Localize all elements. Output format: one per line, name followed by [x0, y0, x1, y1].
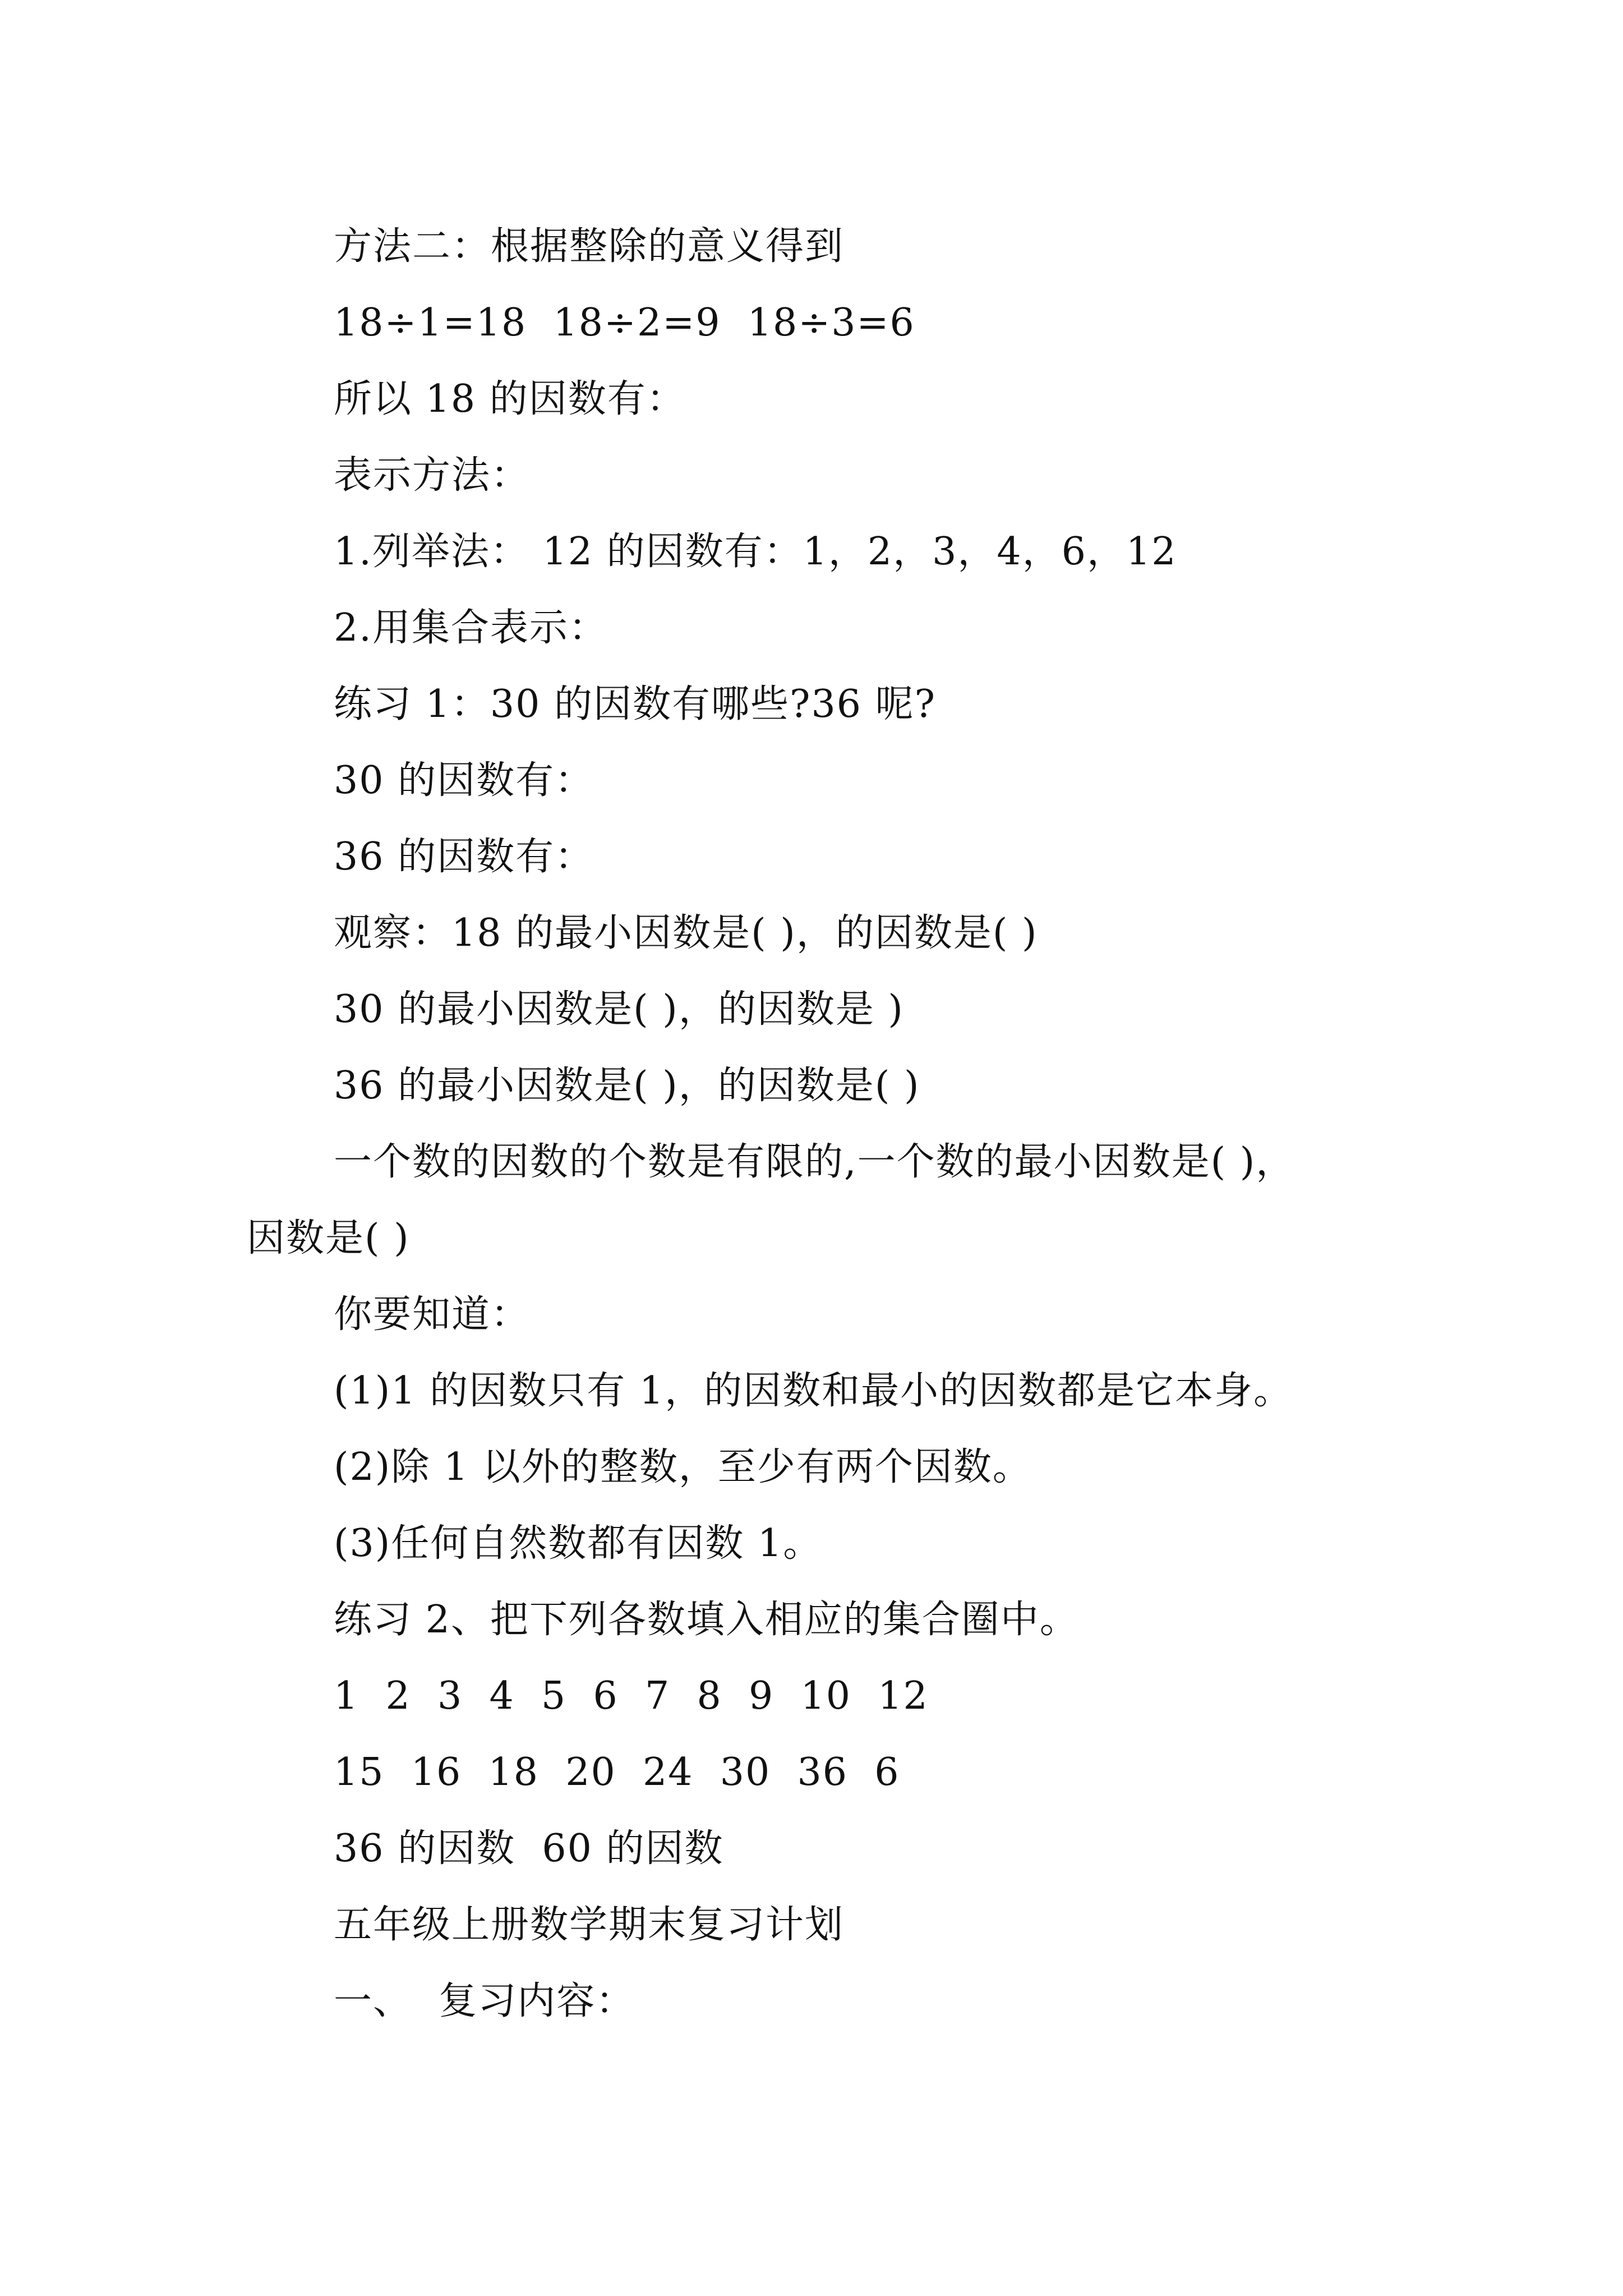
document-body: [247, 209, 1402, 2040]
text-line: (3)任何自然数都有因数 1。: [334, 1521, 823, 1566]
text-line: (1)1 的因数只有 1，的因数和最小的因数都是它本身。: [334, 1369, 1293, 1413]
text-line: 30 的最小因数是( )，的因数是 ): [334, 987, 904, 1032]
text-line-continuation: 因数是( ): [247, 1216, 410, 1260]
text-line: 一、 复习内容：: [334, 1979, 635, 2023]
text-line: 所以 18 的因数有：: [334, 377, 686, 421]
text-line: 1.列举法： 12 的因数有：1，2，3，4，6，12: [334, 530, 1177, 574]
text-line: 你要知道：: [334, 1292, 531, 1337]
text-line: 练习 2、把下列各数填入相应的集合圈中。: [334, 1598, 1079, 1642]
text-line: 15 16 18 20 24 30 36 6: [334, 1750, 900, 1795]
text-line: 表示方法：: [334, 453, 531, 498]
text-line: (2)除 1 以外的整数，至少有两个因数。: [334, 1445, 1032, 1489]
text-line: 方法二：根据整除的意义得到: [334, 224, 845, 269]
section-heading: 五年级上册数学期末复习计划: [334, 1903, 845, 1947]
text-line: 练习 1：30 的因数有哪些?36 呢?: [334, 682, 937, 726]
text-line: 36 的因数 60 的因数: [334, 1826, 724, 1871]
text-line: 一个数的因数的个数是有限的,一个数的最小因数是( )，: [334, 1140, 1295, 1184]
text-line: 30 的因数有：: [334, 758, 594, 803]
text-line: 观察：18 的最小因数是( )，的因数是( ): [334, 911, 1038, 955]
text-line: 18÷1=18 18÷2=9 18÷3=6: [334, 301, 915, 345]
text-line: 36 的因数有：: [334, 835, 594, 879]
text-line: 36 的最小因数是( )，的因数是( ): [334, 1064, 920, 1108]
text-line: 1 2 3 4 5 6 7 8 9 10 12: [334, 1674, 929, 1718]
text-line: 2.用集合表示：: [334, 606, 608, 650]
